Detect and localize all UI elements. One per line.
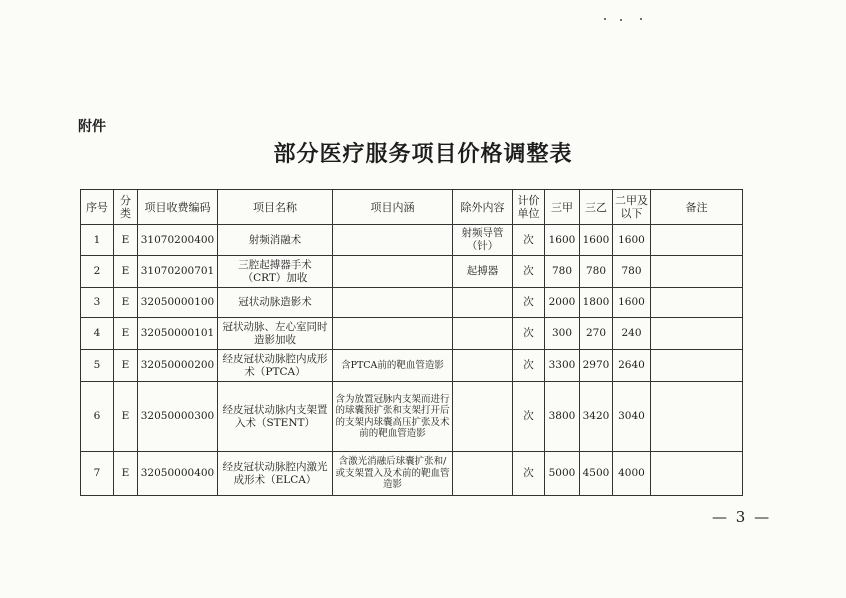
cell-grade2a-below: 2640 [613, 350, 651, 382]
cell-grade2a-below: 1600 [613, 225, 651, 256]
header-exclusions: 除外内容 [453, 190, 513, 225]
cell-remarks [651, 225, 743, 256]
header-grade2a-below: 二甲及以下 [613, 190, 651, 225]
cell-seq: 2 [81, 256, 114, 288]
cell-category: E [114, 225, 138, 256]
header-remarks: 备注 [651, 190, 743, 225]
cell-grade3a: 3300 [545, 350, 580, 382]
cell-grade2a-below: 3040 [613, 382, 651, 452]
table-row [81, 318, 743, 350]
cell-code: 32050000101 [138, 318, 218, 350]
cell-name: 冠状动脉、左心室同时造影加收 [218, 318, 333, 350]
cell-grade2a-below: 4000 [613, 452, 651, 496]
cell-remarks [651, 452, 743, 496]
cell-name: 三腔起搏器手术（CRT）加收 [218, 256, 333, 288]
cell-exclusions [453, 452, 513, 496]
cell-seq: 6 [81, 382, 114, 452]
cell-exclusions [453, 318, 513, 350]
cell-grade3b: 1800 [580, 288, 613, 318]
cell-grade3b: 3420 [580, 382, 613, 452]
cell-remarks [651, 350, 743, 382]
header-category: 分类 [114, 190, 138, 225]
cell-content: 含为放置冠脉内支架而进行的球囊预扩张和支架打开后的支架内球囊高压扩张及术前的靶血管造影 [333, 382, 453, 452]
header-grade3b: 三乙 [580, 190, 613, 225]
cell-category: E [114, 256, 138, 288]
cell-code: 32050000300 [138, 382, 218, 452]
cell-exclusions [453, 382, 513, 452]
cell-name: 冠状动脉造影术 [218, 288, 333, 318]
cell-code: 31070200701 [138, 256, 218, 288]
table-row [81, 225, 743, 256]
cell-unit: 次 [513, 318, 545, 350]
cell-content [333, 288, 453, 318]
cell-grade3a: 780 [545, 256, 580, 288]
header-content: 项目内涵 [333, 190, 453, 225]
table-row [81, 350, 743, 382]
cell-unit: 次 [513, 225, 545, 256]
cell-remarks [651, 288, 743, 318]
cell-exclusions: 射频导管（针） [453, 225, 513, 256]
cell-grade3b: 2970 [580, 350, 613, 382]
price-adjustment-table [80, 189, 743, 496]
cell-seq: 7 [81, 452, 114, 496]
cell-content: 含PTCA前的靶血管造影 [333, 350, 453, 382]
cell-name: 射频消融术 [218, 225, 333, 256]
cell-exclusions [453, 350, 513, 382]
cell-category: E [114, 288, 138, 318]
header-name: 项目名称 [218, 190, 333, 225]
cell-grade2a-below: 1600 [613, 288, 651, 318]
cell-remarks [651, 382, 743, 452]
cell-exclusions [453, 288, 513, 318]
cell-grade3b: 270 [580, 318, 613, 350]
cell-grade3b: 1600 [580, 225, 613, 256]
cell-grade3a: 3800 [545, 382, 580, 452]
cell-grade3a: 5000 [545, 452, 580, 496]
table-row [81, 452, 743, 496]
cell-seq: 3 [81, 288, 114, 318]
cell-seq: 5 [81, 350, 114, 382]
cell-unit: 次 [513, 350, 545, 382]
scan-speck [620, 19, 622, 21]
cell-seq: 4 [81, 318, 114, 350]
cell-name: 经皮冠状动脉腔内激光成形术（ELCA） [218, 452, 333, 496]
cell-code: 32050000200 [138, 350, 218, 382]
header-grade3a: 三甲 [545, 190, 580, 225]
header-unit: 计价单位 [513, 190, 545, 225]
table-header-row [81, 190, 743, 225]
cell-grade2a-below: 240 [613, 318, 651, 350]
cell-grade3b: 780 [580, 256, 613, 288]
cell-category: E [114, 452, 138, 496]
cell-category: E [114, 318, 138, 350]
page-number: — 3 — [712, 508, 772, 526]
cell-content: 含激光消融后球囊扩张和/或支架置入及术前的靶血管造影 [333, 452, 453, 496]
cell-remarks [651, 256, 743, 288]
cell-category: E [114, 350, 138, 382]
cell-exclusions: 起搏器 [453, 256, 513, 288]
cell-name: 经皮冠状动脉腔内成形术（PTCA） [218, 350, 333, 382]
cell-code: 31070200400 [138, 225, 218, 256]
document-title: 部分医疗服务项目价格调整表 [273, 141, 573, 167]
cell-content [333, 256, 453, 288]
cell-remarks [651, 318, 743, 350]
cell-unit: 次 [513, 382, 545, 452]
cell-grade3a: 1600 [545, 225, 580, 256]
cell-unit: 次 [513, 256, 545, 288]
cell-content [333, 225, 453, 256]
cell-name: 经皮冠状动脉内支架置入术（STENT） [218, 382, 333, 452]
cell-code: 32050000400 [138, 452, 218, 496]
header-seq: 序号 [81, 190, 114, 225]
cell-grade3a: 300 [545, 318, 580, 350]
table-row [81, 256, 743, 288]
attachment-label: 附件 [78, 119, 106, 135]
cell-grade2a-below: 780 [613, 256, 651, 288]
cell-grade3a: 2000 [545, 288, 580, 318]
cell-content [333, 318, 453, 350]
cell-code: 32050000100 [138, 288, 218, 318]
cell-unit: 次 [513, 288, 545, 318]
table-row [81, 288, 743, 318]
cell-grade3b: 4500 [580, 452, 613, 496]
header-code: 项目收费编码 [138, 190, 218, 225]
cell-unit: 次 [513, 452, 545, 496]
scan-speck [604, 18, 606, 20]
table-row [81, 382, 743, 452]
scan-speck [640, 18, 642, 20]
cell-seq: 1 [81, 225, 114, 256]
cell-category: E [114, 382, 138, 452]
